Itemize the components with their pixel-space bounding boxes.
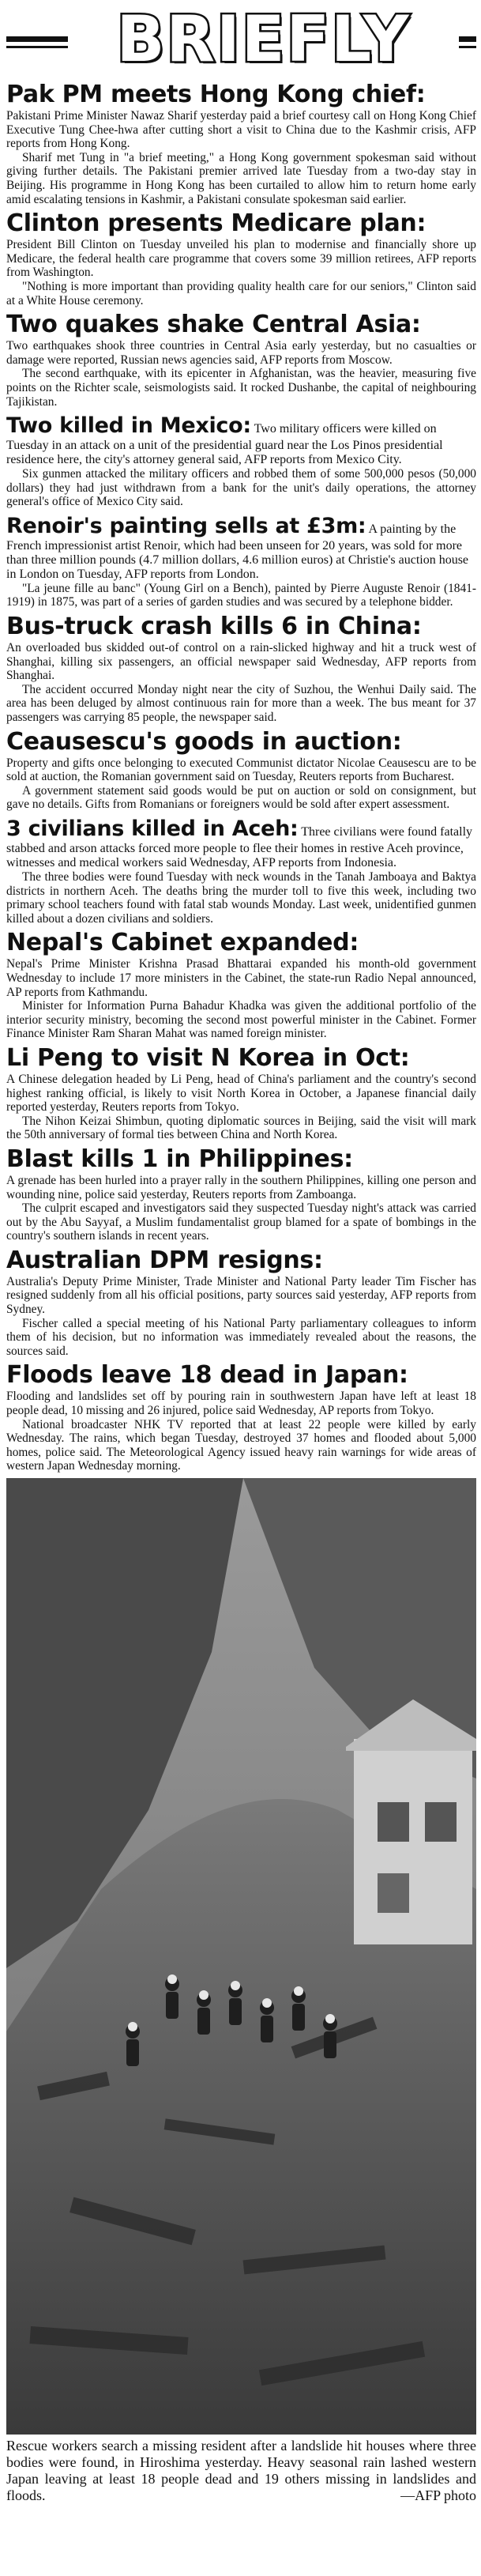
article-paragraph: An overloaded bus skidded out-of control on a rain-slicked highway and hit a truck west of Shanghai, killing six passengers, an official newspaper said Wednesday, AFP reports from Shanghai. (6, 641, 476, 683)
article-headline: Clinton presents Medicare plan: (6, 209, 427, 238)
article-paragraph: The culprit escaped and investigators said they suspected Tuesday night's attack was carried out by the Abu Sayyaf, a Muslim fundamentalist group blamed for a spate of bombings in the country's southern islands in recent years. (6, 1201, 476, 1243)
article-paragraph: "Nothing is more important than providing quality health care for our seniors," Clinton said at a White House ceremony. (6, 279, 476, 307)
article-paragraph: Property and gifts once belonging to executed Communist dictator Nicolae Ceausescu are to be sold at auction, the Romanian government said on Tuesday, Reuters reports from Bucharest. (6, 756, 476, 784)
article-pakistan (6, 82, 476, 206)
article-headline: Two killed in Mexico: (6, 413, 251, 439)
article-paragraph: A government statement said goods would be put on auction or sold on consignment, but gave no details. Gifts from Romanians or foreigners would be sold after expert assessment. (6, 783, 476, 812)
article-australian-dpm (6, 1248, 476, 1359)
article-li-peng (6, 1043, 476, 1142)
article-ceausescu (6, 727, 476, 812)
article-paragraph: A Chinese delegation headed by Li Peng, head of China's parliament and the country's second highest ranking official, is likely to visit North Korea in October, a Japanese financial daily reported yesterday, Reuters reports from Tokyo. (6, 1072, 476, 1115)
photo-caption-text: Rescue workers search a missing resident after a landslide hit houses where three bodies were found, in Hiroshima yesterday. Heavy seasonal rain lashed western Japan leaving at least 18 people dead and 19 others missing in landslides and floods. (6, 2438, 476, 2503)
article-headline: Nepal's Cabinet expanded: (6, 929, 359, 957)
photo-credit: —AFP photo (400, 2487, 476, 2503)
article-paragraph: Fischer called a special meeting of his National Party parliamentary colleagues to inform them of his decision, but no information was immediately revealed about the reasons, the sources said. (6, 1316, 476, 1358)
article-paragraph: Three civilians were found fatally stabbed and arson attacks forced more people to flee their homes in restive Aceh province, witnesses and medical workers said Wednesday, AFP reports from Indonesia. (6, 825, 473, 869)
article-paragraph: National broadcaster NHK TV reported that at least 22 people were killed by early Wednesday. The rains, which began Tuesday, destroyed 37 homes and flooded about 5,000 homes, police said. The Meteorological Agency issued heavy rain warnings for wide areas of western Japan Wednesday morning. (6, 1417, 476, 1473)
article-headline: Blast kills 1 in Philippines: (6, 1145, 353, 1173)
landslide-photo (6, 1478, 476, 2435)
article-paragraph: Minister for Information Purna Bahadur Khadka was given the additional portfolio of the interior security ministry, becoming the second most powerful minister in the Cabinet. Former Finance Minister Ram Sharan Mahat was named foreign minister. (6, 999, 476, 1041)
article-headline: Pak PM meets Hong Kong chief: (6, 81, 426, 108)
article-headline: Two quakes shake Central Asia: (6, 311, 421, 339)
article-paragraph: Two military officers were killed on Tuesday in an attack on a unit of the presidential guard near the Los Pinos presidential residence here, the city's attorney general said, AFP reports from Mexico City. (6, 422, 443, 467)
article-paragraph: President Bill Clinton on Tuesday unveiled his plan to modernise and financially shore up Medicare, the federal health care programme that covers some 39 million retirees, AFP reports from Washington. (6, 238, 476, 280)
article-headline: Ceausescu's goods in auction: (6, 727, 402, 756)
article-japan-floods (6, 1363, 476, 1473)
article-mexico (6, 413, 476, 509)
house-right (346, 1699, 476, 1944)
article-quakes (6, 312, 476, 409)
article-paragraph: A grenade has been hurled into a prayer rally in the southern Philippines, killing one person and wounding nine, police said yesterday, Reuters reports from Zamboanga. (6, 1173, 476, 1201)
article-paragraph: Six gunmen attacked the military officers and robbed them of some 500,000 pesos (50,000 dollars) they had just withdrawn from a bank for the unit's daily operations, the attorney general's office of Mexico City said. (6, 467, 476, 509)
article-headline: Floods leave 18 dead in Japan: (6, 1361, 408, 1390)
article-nepal (6, 930, 476, 1041)
article-headline: Bus-truck crash kills 6 in China: (6, 613, 422, 641)
article-headline: Li Peng to visit N Korea in Oct: (6, 1043, 410, 1072)
photo-caption (6, 2438, 476, 2504)
news-photo-figure (6, 1478, 476, 2504)
article-renoir (6, 514, 476, 609)
article-aceh (6, 817, 476, 926)
newspaper-page (0, 2, 481, 2576)
masthead-title-box (68, 2, 459, 76)
article-headline: Australian DPM resigns: (6, 1246, 323, 1274)
article-paragraph: A painting by the French impressionist artist Renoir, which had been unseen for 20 years, was sold for more than three million pounds (4.7 million dollars, 4.6 million euros) at Christie's auction house in London on Tuesday, AFP reports from London. (6, 522, 469, 581)
article-paragraph: The Nihon Keizai Shimbun, quoting diplomatic sources in Beijing, said the visit will mark the 50th anniversary of formal ties between China and North Korea. (6, 1114, 476, 1142)
landslide-photo-illustration (6, 1478, 476, 2435)
masthead-title: BRIEFLY (116, 2, 411, 76)
article-paragraph: Australia's Deputy Prime Minister, Trade Minister and National Party leader Tim Fischer has resigned suddenly from all his official positions, party sources said yesterday, AFP reports from Sydney. (6, 1274, 476, 1317)
article-paragraph: Flooding and landslides set off by pouring rain in southwestern Japan have left at least 18 people dead, 10 missing and 26 injured, police said Wednesday, AP reports from Tokyo. (6, 1390, 476, 1418)
article-paragraph: The accident occurred Monday night near the city of Suzhou, the Wenhui Daily said. The area has been deluged by almost continuous rain for more than a week. The bus meant for 37 passengers was carrying 85 people, the newspaper said. (6, 682, 476, 725)
article-paragraph: "La jeune fille au banc" (Young Girl on a Bench), painted by Pierre Auguste Renoir (1841-1919) in 1875, was part of a series of garden studies and was secured by a telephone bidder. (6, 581, 476, 609)
article-medicare (6, 211, 476, 307)
masthead (6, 2, 476, 77)
article-paragraph: The second earthquake, with its epicenter in Afghanistan, was the heavier, measuring five points on the Richter scale, seismologists said. It rocked Dushanbe, the capital of neighbouring Tajikistan. (6, 367, 476, 409)
article-paragraph: The three bodies were found Tuesday with neck wounds in the Tanah Jamboaya and Baktya districts in northern Aceh. The deaths bring the murder toll to five this week, including two primary school teachers found with fatal stab wounds Monday. Last week, unidentified gunmen killed about a dozen civilians and soldiers. (6, 870, 476, 926)
article-bus-crash (6, 614, 476, 725)
article-headline: Renoir's painting sells at £3m: (6, 513, 366, 538)
article-paragraph: Sharif met Tung in "a brief meeting," a Hong Kong government spokesman said without giving further details. The Pakistani premier arrived late Tuesday from a two-day stay in Beijing. His programme in Hong Kong has been curtailed to allow him to return home early amid escalating tensions in Kashmir, a Pakistani consulate spokesman said earlier. (6, 150, 476, 206)
article-paragraph: Two earthquakes shook three countries in Central Asia early yesterday, but no casualties or damage were reported, Russian news agencies said, AFP reports from Moscow. (6, 339, 476, 367)
article-headline: 3 civilians killed in Aceh: (6, 817, 299, 841)
article-philippines (6, 1147, 476, 1243)
article-paragraph: Nepal's Prime Minister Krishna Prasad Bhattarai expanded his month-old government Wednesday to include 17 more ministers in the Cabinet, the state-run Radio Nepal announced, AP reports from Kathmandu. (6, 957, 476, 999)
article-paragraph: Pakistani Prime Minister Nawaz Sharif yesterday paid a brief courtesy call on Hong Kong Chief Executive Tung Chee-hwa after cutting short a visit to China due to the Kashmir crisis, AFP reports from Hong Kong. (6, 109, 476, 151)
